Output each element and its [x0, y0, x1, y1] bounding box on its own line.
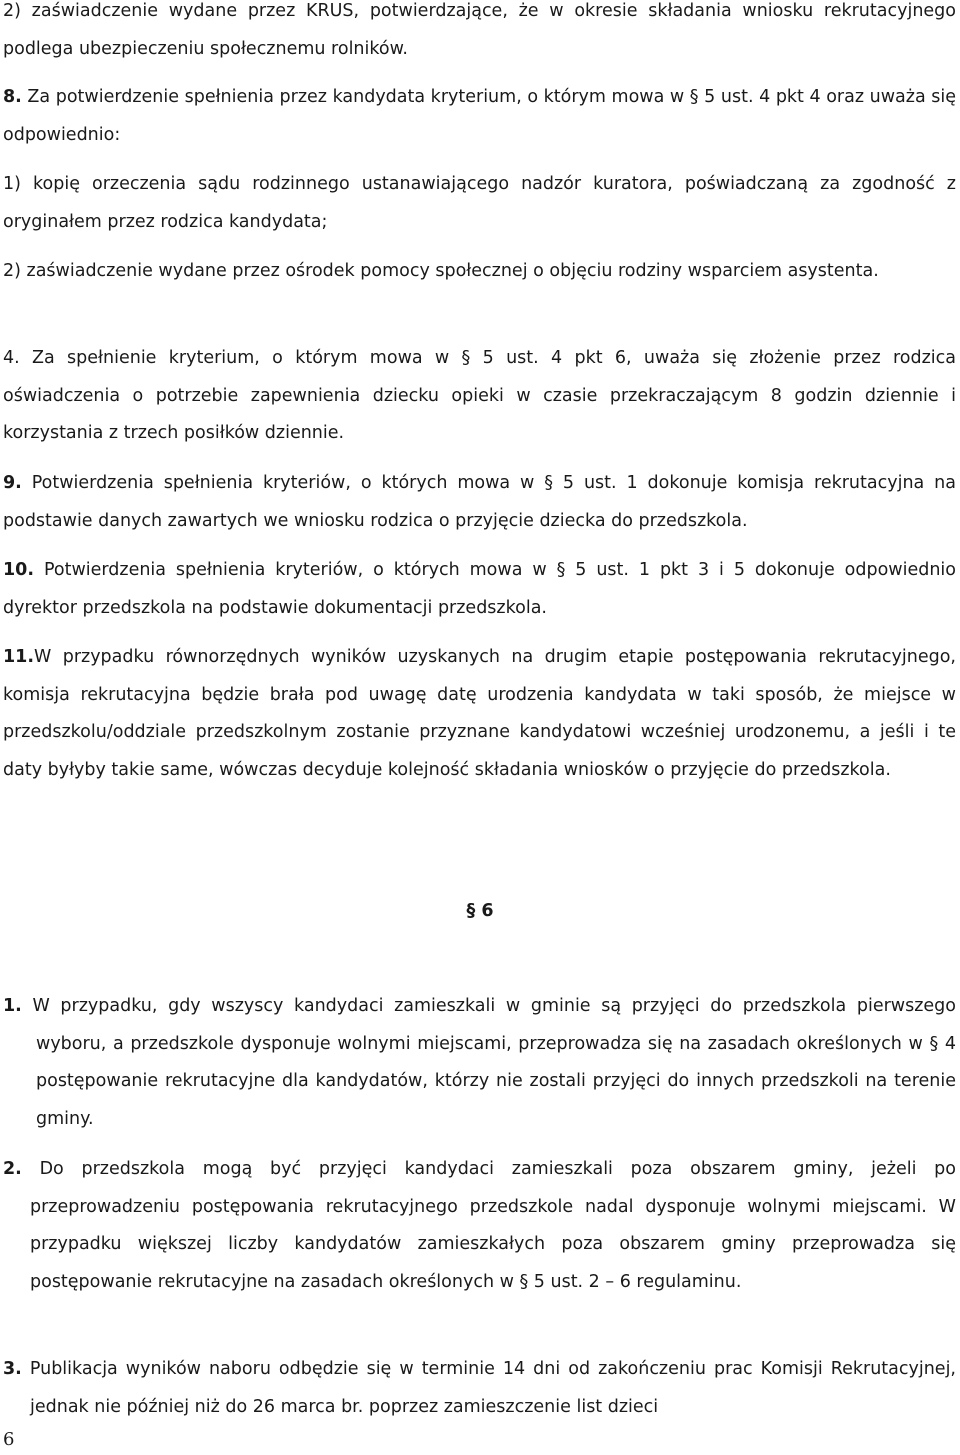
paragraph-9	[3, 465, 956, 540]
paragraph-number: 8.	[3, 87, 22, 107]
krus-certificate-item	[3, 0, 956, 68]
paragraph-4	[3, 340, 956, 453]
paragraph-text: W przypadku równorzędnych wyników uzyskanych na drugim etapie postępowania rekrutacyjnego, komisja rekrutacyjna będzie brała pod uwagę datę urodzenia kandydata w taki sposób, że miejsce w przedszkolu/oddziale przedszkolnym zostanie przyznane kandydatowi wcześniej urodzonemu, a jeśli i te daty byłyby takie same, wówczas decyduje kolejność składania wniosków o przyjęcie do przedszkola.	[3, 647, 956, 781]
court-order-copy-item	[3, 166, 956, 241]
section-item-2	[3, 1151, 956, 1302]
paragraph-text: Potwierdzenia spełnienia kryteriów, o których mowa w § 5 ust. 1 dokonuje komisja rekrutacyjna na podstawie danych zawartych we wniosku rodzica o przyjęcie dziecka do przedszkola.	[3, 473, 956, 531]
paragraph-number: 9.	[3, 473, 22, 493]
section-item-3	[3, 1351, 956, 1426]
paragraph-text: Potwierdzenia spełnienia kryteriów, o których mowa w § 5 ust. 1 pkt 3 i 5 dokonuje odpowiednio dyrektor przedszkola na podstawie dokumentacji przedszkola.	[3, 560, 956, 618]
item-text: W przypadku, gdy wszyscy kandydaci zamieszkali w gminie są przyjęci do przedszkola pierwszego wyboru, a przedszkole dysponuje wolnymi miejscami, przeprowadza się na zasadach określonych w § 4 postępowanie rekrutacyjne dla kandydatów, którzy nie zostali przyjęci do innych przedszkoli na terenie gminy.	[21, 996, 956, 1130]
paragraph-11	[3, 639, 956, 790]
footer-page-number: 6	[3, 1429, 15, 1450]
paragraph-number: 10.	[3, 560, 35, 580]
social-assistance-certificate-item	[3, 253, 956, 291]
item-text: Do przedszkola mogą być przyjęci kandydaci zamieszkali poza obszarem gminy, jeżeli po przeprowadzeniu postępowania rekrutacyjnego przedszkole nadal dysponuje wolnymi miejscami. W przypadku większej liczby kandydatów zamieszkałych poza obszarem gminy przeprowadza się postępowanie rekrutacyjne na zasadach określonych w § 5 ust. 2 – 6 regulaminu.	[21, 1159, 956, 1293]
paragraph-number: 11.	[3, 647, 35, 667]
paragraph-text: Za potwierdzenie spełnienia przez kandydata kryterium, o którym mowa w § 5 ust. 4 pkt 4 oraz uważa się odpowiednio:	[3, 87, 956, 145]
item-number: 1.	[3, 996, 22, 1016]
item-number: 3.	[3, 1359, 22, 1379]
item-text: Publikacja wyników naboru odbędzie się w terminie 14 dni od zakończeniu prac Komisji Rekrutacyjnej, jednak nie później niż do 26 marca br. poprzez zamieszczenie list dzieci	[21, 1359, 956, 1417]
paragraph-8	[3, 79, 956, 154]
section-heading: § 6	[466, 901, 494, 921]
paragraph-text: 4. Za spełnienie kryterium, o którym mowa w § 5 ust. 4 pkt 6, uważa się złożenie przez rodzica oświadczenia o potrzebie zapewnienia dziecku opieki w czasie przekraczającym 8 godzin dziennie i korzystania z trzech posiłków dziennie.	[3, 348, 956, 444]
paragraph-text: 2) zaświadczenie wydane przez ośrodek pomocy społecznej o objęciu rodziny wsparciem asystenta.	[3, 261, 879, 281]
item-number: 2.	[3, 1159, 22, 1179]
section-item-1	[3, 988, 956, 1139]
paragraph-text: 2) zaświadczenie wydane przez KRUS, potwierdzające, że w okresie składania wniosku rekrutacyjnego podlega ubezpieczeniu społecznemu rolników.	[3, 1, 956, 59]
paragraph-text: 1) kopię orzeczenia sądu rodzinnego ustanawiającego nadzór kuratora, poświadczaną za zgodność z oryginałem przez rodzica kandydata;	[3, 174, 956, 232]
paragraph-10	[3, 552, 956, 627]
